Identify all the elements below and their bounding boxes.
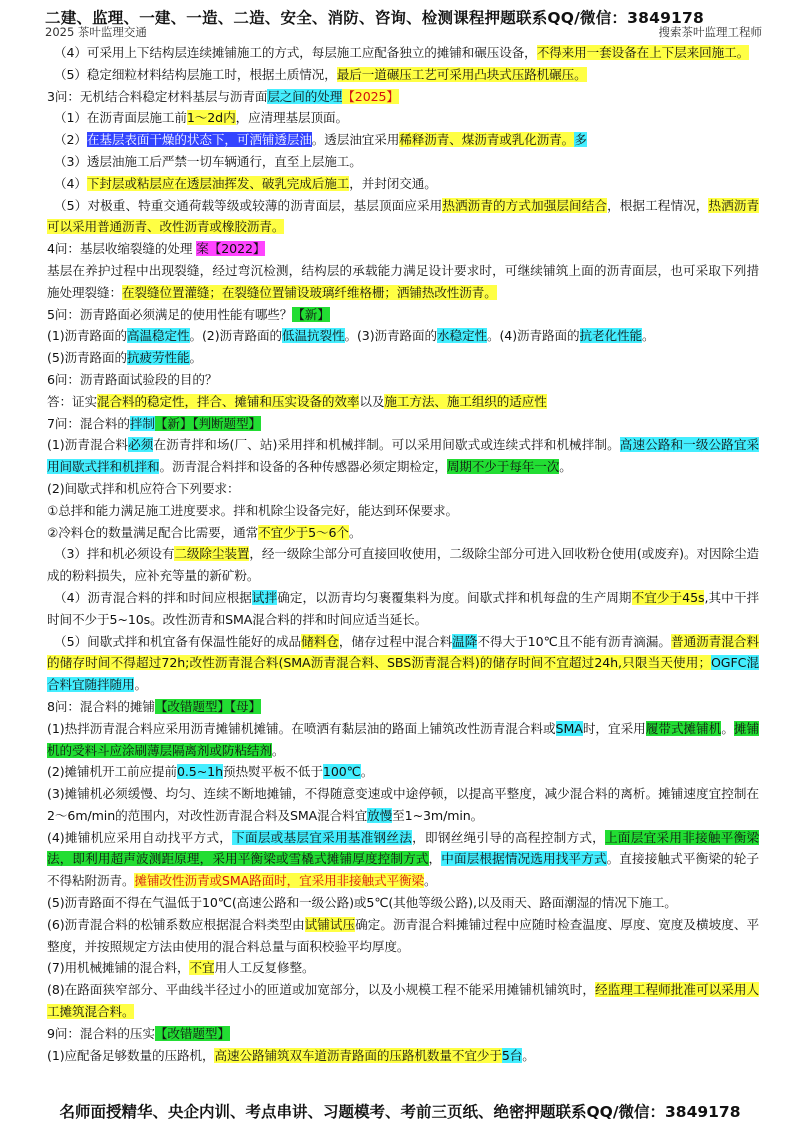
highlighted-text: OGFC混合料宜随拌随用 [47,655,759,693]
text-run: 。 [189,350,202,366]
highlighted-text: 中面层根据情况选用找平方式 [441,851,607,867]
text-run: (7)用机械摊铺的混合料， [47,960,190,976]
text-run: ,其中干拌时间不少于5~10s。改性沥青和SMA混合料的拌和时间应适当延长。 [47,589,759,627]
text-run: ，应清理基层顶面。 [235,110,349,126]
paragraph [47,173,759,195]
text-run: 确定。沥青混合料摊铺过程中应随时检查温度、厚度、宽度及横坡度、平整度，并按照规定方法由使用的混合料总量与面积校验平均厚度。 [47,916,759,954]
paragraph [47,957,759,979]
text-run: 6问：沥青路面试验段的目的？ [47,371,218,387]
paragraph [47,64,759,86]
text-run: 。 [271,742,285,758]
paragraph [47,543,759,587]
highlighted-text: 不得来用一套设备在上下层来回施工。 [536,45,750,60]
text-run: ，根据工程情况， [607,197,709,213]
highlighted-text: 摊铺机的受料斗应涂刷薄层隔离剂或防粘结剂 [47,720,759,758]
paragraph [47,696,759,718]
text-run: 9问：混合料的压实 [47,1025,155,1041]
text-run: 。 [348,524,362,540]
highlighted-text: 1～2d内 [186,110,236,126]
highlighted-text: 热洒沥青可以采用普通沥青、改性沥青或橡胶沥青。 [47,197,760,235]
text-run: 以及 [359,393,385,409]
text-run: 至1~3m/min。 [392,807,484,823]
highlighted-text: 放慢 [367,807,393,823]
document-body [47,42,759,1066]
text-run: 不得大于10℃且不能有沥青滴漏。 [477,633,671,649]
text-run: 。直接接触式平衡梁的轮子不得粘附沥青。 [47,851,759,889]
highlighted-text: 在裂缝位置灌缝；在裂缝位置铺设玻璃纤维格栅；洒铺热改性沥青。 [121,284,497,300]
highlighted-text: 下面层或基层宜采用基准钢丝法 [232,829,413,845]
text-run: （1）在沥青面层施工前 [54,110,187,126]
highlighted-text: 混合料的稳定性，拌合、摊铺和压实设备的效率 [96,393,360,409]
paragraph [47,522,759,544]
text-run: 。 [134,677,147,693]
page-header [0,0,800,42]
paragraph [47,914,759,958]
text-run: （4）可采用上下结构层连续摊铺施工的方式，每层施工应配备独立的摊铺和碾压设备， [54,45,537,60]
paragraph [47,413,759,435]
highlighted-text: 【2025】 [342,88,399,104]
highlighted-text: 不宜少于45s [631,589,705,605]
text-run: (8)在路面狭窄部分、平曲线半径过小的匝道或加宽部分，以及小规模工程不能采用摊铺机铺筑时， [47,982,595,998]
paragraph [47,827,759,892]
text-run: (2)间歇式拌和机应符合下列要求： [47,480,240,496]
text-run: （5）对极重、特重交通荷载等级或较薄的沥青面层，基层顶面应采用 [54,197,443,213]
highlighted-text: 低温抗裂性 [282,328,345,344]
text-run: 。(2)沥青路面的 [189,328,283,344]
text-run: (5)沥青路面的 [47,350,128,366]
text-run: ，储存过程中混合料 [338,633,453,649]
paragraph [47,1045,759,1067]
text-run: （2） [54,132,87,148]
text-run: 。 [424,873,437,889]
text-run: (1)沥青混合料 [47,437,129,453]
text-run: 确定，以沥青均匀裹覆集料为度。间歇式拌和机每盘的生产周期 [277,589,632,605]
highlighted-text: 抗老化性能 [579,328,642,344]
highlighted-text: 高温稳定性 [127,328,190,344]
highlighted-text: 履带式摊铺机 [645,720,722,736]
highlighted-text: 上面层宜采用非接触平衡梁法，即利用超声波测距原理，采用平衡梁或雪橇式摊铺厚度控制方式 [47,829,759,867]
highlighted-text: 【新】【判断题型】 [154,415,262,431]
highlighted-text: 抗疲劳性能 [127,350,190,366]
highlighted-text: 必须 [128,437,154,453]
highlighted-text: 二级除尘装置 [174,546,250,562]
paragraph [47,761,759,783]
highlighted-text: 高速公路铺筑双车道沥青路面的压路机数量不宜少于 [214,1047,502,1063]
text-run: 。透层油宜采用 [311,132,400,148]
highlighted-text: 普通沥青混合料的储存时间不得超过72h; [47,633,759,671]
highlighted-text: 储料仓 [301,633,339,649]
highlighted-text: 100℃ [322,764,361,780]
text-run: 3问：无机结合料稳定材料基层与沥青面 [47,88,268,104]
paragraph [47,195,759,239]
highlighted-text: 施工方法、施工组织的适应性 [384,393,547,409]
highlighted-text: 温降 [452,633,478,649]
text-run: ，并封闭交通。 [349,175,437,191]
text-run: 预热熨平板不低于 [222,764,323,780]
highlighted-text: 试铺试压 [304,916,356,932]
text-run: (5)沥青路面不得在气温低于10℃(高速公路和一级公路)或5℃(其他等级公路),以及雨天、路面潮湿的情况下施工。 [47,895,677,911]
highlighted-text: 0.5~1h [176,764,223,780]
highlighted-text: 摊铺改性沥青或SMA路面时，宜采用非接触式平衡梁 [134,873,425,889]
highlighted-text: 在基层表面干燥的状态下，可洒铺透层油 [86,132,312,148]
highlighted-text: 不宜少于5～6个 [258,524,349,540]
paragraph [47,892,759,914]
paragraph [47,129,759,151]
text-run: （4）沥青混合料的拌和时间应根据 [54,589,252,605]
text-run: (1)应配备足够数量的压路机， [47,1047,215,1063]
text-run: （3）拌和机必须设有 [54,546,175,562]
text-run: 5问：沥青路面必须满足的使用性能有哪些？ [47,306,293,322]
paragraph [47,478,759,500]
highlighted-text: 水稳定性 [437,328,487,344]
text-run: 在沥青拌和场(厂、站)采用拌和机械拌制。可以采用间歇式或连续式拌和机械拌制。 [153,437,620,453]
paragraph [47,391,759,413]
text-run: 基层在养护过程中出现裂缝，经过弯沉检测，结构层的承载能力满足设计要求时，可继续铺筑上面的沥青面层，也可采取下列措施处理裂缝： [47,262,759,300]
text-run: （5）稳定细粒材料结构层施工时，根据土质情况， [54,66,337,82]
text-run: (1)热拌沥青混合料应采用沥青摊铺机摊铺。在喷洒有黏层油的路面上铺筑改性沥青混合料或 [47,720,556,736]
text-run: ， [428,851,442,867]
paragraph [47,500,759,522]
highlighted-text: 经监理工程师批准可以采用人工摊筑混合料。 [47,982,759,1020]
highlighted-text: 下封层或粘层应在透层油挥发、破乳完成后施工 [86,175,350,191]
paragraph [47,718,759,762]
highlighted-text: 试拌 [251,589,278,605]
text-run: 。 [642,328,655,344]
paragraph [47,587,759,631]
text-run: 。 [522,1047,535,1063]
highlighted-text: 拌制 [129,415,155,431]
text-run: (6)沥青混合料的松铺系数应根据混合料类型由 [47,916,305,932]
header-right-text: 搜索茶叶监理工程师 [658,25,762,39]
paragraph [47,631,759,696]
highlighted-text: 热洒沥青的方式加强层间结合 [442,197,608,213]
header-left-text: 2025 茶叶监理交通 [45,25,147,39]
text-run: (3)摊铺机必须缓慢、均匀、连续不断地摊铺，不得随意变速或中途停顿，以提高平整度，减少混合料的离析。摊铺速度宜控制在2～6m/min的范围内，对改性沥青混合料及SMA混合料宜 [47,786,759,823]
highlighted-text: 高速公路和一级公路宜采用间歇式拌和机拌和 [47,437,760,475]
paragraph [47,347,759,369]
text-run: ①总拌和能力满足施工进度要求。拌和机除尘设备完好，能达到环保要求。 [47,502,458,518]
paragraph [47,979,759,1023]
text-run: （4） [54,175,87,191]
text-run: （3）透层油施工后严禁一切车辆通行，直至上层施工。 [54,153,362,169]
highlighted-text: 周期不少于每年一次 [446,459,560,475]
text-run: ，即钢丝绳引导的高程控制方式， [412,829,606,845]
text-run: （5）间歇式拌和机宜备有保温性能好的成品 [54,633,302,649]
paragraph [47,1023,759,1045]
paragraph [47,42,759,64]
highlighted-text: SMA [555,720,583,736]
paragraph [47,260,759,304]
footer-banner: 名师面授精华、央企内训、考点串讲、习题模考、考前三页纸、绝密押题联系QQ/微信：3849178 [59,1103,741,1121]
text-run: 答：证实 [47,393,97,409]
text-run: (2)摊铺机开工前应提前 [47,764,177,780]
highlighted-text: 多 [574,132,587,148]
highlighted-text: 不宜 [189,960,215,976]
paragraph [47,151,759,173]
contact-banner: 二建、监理、一建、一造、二造、安全、消防、咨询、检测课程押题联系QQ/微信：3849178 [45,9,705,27]
text-run: 用人工反复修整。 [214,960,315,976]
highlighted-text: 【新】 [292,306,330,322]
paragraph [47,86,759,108]
text-run: 8问：混合料的摊铺 [47,698,155,714]
text-run: 7问：混合料的 [47,415,130,431]
text-run: 。 [559,459,572,475]
highlighted-text: 【改错题型】【母】 [154,698,262,714]
text-run: ②冷料仓的数量满足配合比需要，通常 [47,524,259,540]
highlighted-text: 案【2022】 [196,241,266,257]
highlighted-text: 最后一道碾压工艺可采用凸块式压路机碾压。 [336,66,587,82]
text-run: 。 [360,764,374,780]
paragraph [47,107,759,129]
paragraph [47,304,759,326]
text-run: 。(4)沥青路面的 [487,328,580,344]
highlighted-text: 改性沥青混合料(SMA沥青混合料、SBS沥青混合料)的储存时间不宜超过24h,只限当天使用； [189,655,711,671]
text-run: 4问：基层收缩裂缝的处理 [47,241,197,257]
text-run: (1)沥青路面的 [47,328,128,344]
highlighted-text: 5台 [501,1047,523,1063]
paragraph [47,325,759,347]
paragraph [47,783,759,827]
paragraph [47,434,759,478]
text-run: 。(3)沥青路面的 [344,328,438,344]
paragraph [47,238,759,260]
text-run: (4)摊铺机应采用自动找平方式， [47,829,233,845]
highlighted-text: 稀释沥青、煤沥青或乳化沥青。 [399,132,575,148]
highlighted-text: 【改错题型】 [154,1025,230,1041]
text-run: 时，宜采用 [582,720,646,736]
paragraph [47,369,759,391]
highlighted-text: 层之间的处理 [267,88,343,104]
text-run: 。沥青混合料拌和设备的各种传感器必须定期检定， [159,459,447,475]
text-run: 。 [721,720,734,736]
text-run: ，经一级除尘部分可直接回收使用，二级除尘部分可进入回收粉仓使用(或废弃)。对因除尘造成的粉料损失，应补充等量的新矿粉。 [47,546,759,584]
